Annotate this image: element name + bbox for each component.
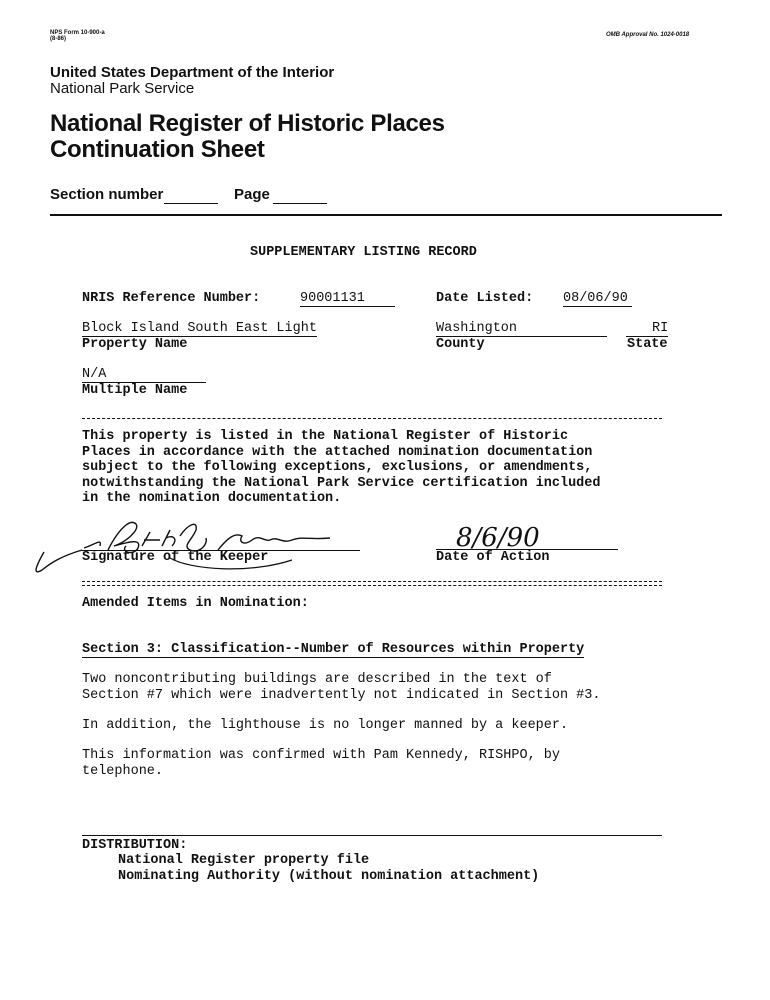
signature-label: Signature of the Keeper xyxy=(82,550,269,565)
amendment-paragraph-2: In addition, the lighthouse is no longer manned by a keeper. xyxy=(82,718,569,733)
statement-line: in the nomination documentation. xyxy=(82,491,342,506)
statement-line: Places in accordance with the attached nomination documentation xyxy=(82,444,593,460)
page-title: National Register of Historic Places xyxy=(50,110,445,137)
distribution-item: Nominating Authority (without nomination attachment) xyxy=(118,869,540,884)
statement-line: This property is listed in the National Register of Historic xyxy=(82,429,569,444)
department-name: United States Department of the Interior xyxy=(50,64,335,81)
amendment-paragraph-3 xyxy=(82,748,682,779)
form-number-text: NPS Form 10-900-a xyxy=(50,30,105,36)
amended-items-heading: Amended Items in Nomination: xyxy=(82,596,309,611)
handwritten-date-text: 8/6/90 xyxy=(456,523,540,553)
amendment-paragraph-1 xyxy=(82,672,682,703)
paragraph-line: telephone. xyxy=(82,763,164,779)
date-listed-label: Date Listed: xyxy=(436,291,534,306)
section-number-blank xyxy=(164,203,218,204)
certification-statement xyxy=(82,429,682,507)
paragraph-line: Section #7 which were inadvertently not indicated in Section #3. xyxy=(82,687,601,703)
page-subtitle: Continuation Sheet xyxy=(50,136,265,163)
statement-line: subject to the following exceptions, exclusions, or amendments, xyxy=(82,460,593,475)
keeper-signature xyxy=(30,510,360,580)
dashed-divider xyxy=(82,418,662,419)
header-rule xyxy=(50,214,722,216)
date-listed-value: 08/06/90 xyxy=(563,291,632,307)
multiple-name-label: Multiple Name xyxy=(82,383,188,398)
omb-approval: OMB Approval No. 1024-0018 xyxy=(606,32,690,38)
state-value: RI xyxy=(626,321,668,337)
section-number-label: Section number xyxy=(50,186,164,203)
double-dashed-divider xyxy=(82,581,662,586)
property-name-value: Block Island South East Light xyxy=(82,321,317,336)
form-number xyxy=(50,30,105,42)
record-heading: SUPPLEMENTARY LISTING RECORD xyxy=(250,245,477,260)
county-label: County xyxy=(436,337,485,352)
date-of-action-label: Date of Action xyxy=(436,550,550,565)
statement-line: notwithstanding the National Park Service certification included xyxy=(82,475,601,491)
state-label: State xyxy=(627,337,668,352)
nris-value: 90001131 xyxy=(300,291,395,307)
section-3-title: Section 3: Classification--Number of Resources within Property xyxy=(82,642,585,657)
distribution-rule xyxy=(82,835,662,836)
multiple-name-value: N/A xyxy=(82,367,206,383)
property-name-label: Property Name xyxy=(82,337,188,352)
page-number-blank xyxy=(273,203,327,204)
county-value: Washington xyxy=(436,321,607,337)
paragraph-line: This information was confirmed with Pam Kennedy, RISHPO, by xyxy=(82,748,560,763)
agency-name: National Park Service xyxy=(50,80,195,97)
form-revision-text: (8-86) xyxy=(50,36,67,42)
nris-label: NRIS Reference Number: xyxy=(82,291,261,306)
page-label: Page xyxy=(234,186,270,203)
distribution-heading: DISTRIBUTION: xyxy=(82,838,188,853)
distribution-item: National Register property file xyxy=(118,853,370,868)
paragraph-line: Two noncontributing buildings are described in the text of xyxy=(82,672,552,687)
